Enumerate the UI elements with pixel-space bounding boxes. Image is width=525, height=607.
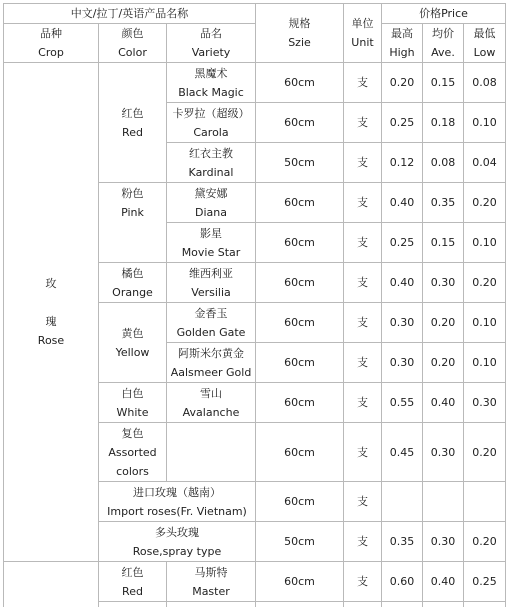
size-cell: 60cm: [256, 383, 343, 422]
ave-cell-empty: [423, 602, 463, 607]
high-cell: 0.12: [382, 143, 422, 182]
size-cell: 50cm: [256, 522, 343, 561]
color-cell-red-2: 红色 Red: [99, 562, 166, 601]
variety-cell: 阿斯米尔黄金 Aalsmeer Gold: [167, 343, 255, 382]
variety-cell: 金香玉 Golden Gate: [167, 303, 255, 342]
high-cell: 0.55: [382, 383, 422, 422]
header-spec: 规格 Szie: [256, 4, 343, 62]
low-cell: [464, 482, 505, 521]
ave-cell: 0.35: [423, 183, 463, 222]
price-table: [3, 3, 506, 607]
header-row-1: [4, 4, 505, 23]
ave-cell: 0.40: [423, 562, 463, 601]
variety-cell: 维西利亚 Versilia: [167, 263, 255, 302]
variety-cell: 红衣主教 Kardinal: [167, 143, 255, 182]
high-cell: 0.40: [382, 183, 422, 222]
low-cell: 0.10: [464, 343, 505, 382]
low-cell: 0.10: [464, 223, 505, 262]
unit-cell: 支: [344, 522, 381, 561]
unit-cell: 支: [344, 63, 381, 102]
size-cell: 50cm: [256, 143, 343, 182]
variety-cell: [167, 423, 255, 481]
header-ave: 均价 Ave.: [423, 24, 463, 62]
unit-cell: 支: [344, 103, 381, 142]
high-cell-empty: [382, 602, 422, 607]
unit-cell: 支: [344, 143, 381, 182]
variety-cell-empty: [167, 602, 255, 607]
header-unit: 单位 Unit: [344, 4, 381, 62]
unit-cell: 支: [344, 482, 381, 521]
variety-cell: 卡罗拉（超级） Carola: [167, 103, 255, 142]
ave-cell: 0.30: [423, 423, 463, 481]
unit-cell: 支: [344, 263, 381, 302]
size-cell: 60cm: [256, 423, 343, 481]
size-cell: 60cm: [256, 63, 343, 102]
unit-cell: 支: [344, 343, 381, 382]
low-cell: 0.20: [464, 183, 505, 222]
low-cell-empty: [464, 602, 505, 607]
crop-cell-rose: 玫 瑰 Rose: [4, 63, 98, 561]
unit-cell-empty: [344, 602, 381, 607]
ave-cell: 0.15: [423, 223, 463, 262]
size-cell: 60cm: [256, 223, 343, 262]
ave-cell: 0.40: [423, 383, 463, 422]
high-cell: 0.30: [382, 303, 422, 342]
high-cell: 0.25: [382, 103, 422, 142]
spray-roses-cell: 多头玫瑰 Rose,spray type: [99, 522, 255, 561]
import-roses-cell: 进口玫瑰（越南） Import roses(Fr. Vietnam): [99, 482, 255, 521]
size-cell: 60cm: [256, 263, 343, 302]
low-cell: 0.10: [464, 103, 505, 142]
ave-cell: 0.30: [423, 522, 463, 561]
ave-cell: 0.18: [423, 103, 463, 142]
ave-cell: 0.15: [423, 63, 463, 102]
table-row: [4, 63, 505, 102]
color-cell-empty: [99, 602, 166, 607]
ave-cell: 0.08: [423, 143, 463, 182]
low-cell: 0.20: [464, 263, 505, 302]
low-cell: 0.20: [464, 522, 505, 561]
high-cell: 0.45: [382, 423, 422, 481]
size-cell: 60cm: [256, 562, 343, 601]
size-cell-empty: [256, 602, 343, 607]
low-cell: 0.04: [464, 143, 505, 182]
unit-cell: 支: [344, 383, 381, 422]
variety-cell: 雪山 Avalanche: [167, 383, 255, 422]
variety-cell: 马斯特 Master: [167, 562, 255, 601]
high-cell: 0.35: [382, 522, 422, 561]
header-low: 最低 Low: [464, 24, 505, 62]
unit-cell: 支: [344, 223, 381, 262]
high-cell: 0.25: [382, 223, 422, 262]
color-cell-assorted: 复色 Assorted colors: [99, 423, 166, 481]
color-cell-white: 白色 White: [99, 383, 166, 422]
low-cell: 0.25: [464, 562, 505, 601]
unit-cell: 支: [344, 423, 381, 481]
color-cell-red: 红色 Red: [99, 63, 166, 182]
high-cell: 0.20: [382, 63, 422, 102]
high-cell: 0.40: [382, 263, 422, 302]
color-cell-pink: 粉色 Pink: [99, 183, 166, 262]
color-cell-yellow: 黄色 Yellow: [99, 303, 166, 382]
low-cell: 0.08: [464, 63, 505, 102]
header-variety: 品名 Variety: [167, 24, 255, 62]
high-cell: [382, 482, 422, 521]
unit-cell: 支: [344, 562, 381, 601]
crop-cell-next: [4, 562, 98, 607]
ave-cell: 0.20: [423, 343, 463, 382]
high-cell: 0.30: [382, 343, 422, 382]
low-cell: 0.30: [464, 383, 505, 422]
color-cell-orange: 橘色 Orange: [99, 263, 166, 302]
unit-cell: 支: [344, 183, 381, 222]
header-price-group: 价格Price: [382, 4, 505, 23]
size-cell: 60cm: [256, 103, 343, 142]
size-cell: 60cm: [256, 343, 343, 382]
table-row: [4, 562, 505, 601]
header-name-group: 中文/拉丁/英语产品名称: [4, 4, 255, 23]
variety-cell: 黛安娜 Diana: [167, 183, 255, 222]
size-cell: 60cm: [256, 482, 343, 521]
header-crop: 品种 Crop: [4, 24, 98, 62]
low-cell: 0.10: [464, 303, 505, 342]
size-cell: 60cm: [256, 183, 343, 222]
header-color: 颜色 Color: [99, 24, 166, 62]
header-high: 最高 High: [382, 24, 422, 62]
size-cell: 60cm: [256, 303, 343, 342]
variety-cell: 影星 Movie Star: [167, 223, 255, 262]
high-cell: 0.60: [382, 562, 422, 601]
low-cell: 0.20: [464, 423, 505, 481]
variety-cell: 黑魔术 Black Magic: [167, 63, 255, 102]
ave-cell: 0.30: [423, 263, 463, 302]
ave-cell: 0.20: [423, 303, 463, 342]
unit-cell: 支: [344, 303, 381, 342]
header-row-2: [4, 24, 505, 62]
ave-cell: [423, 482, 463, 521]
